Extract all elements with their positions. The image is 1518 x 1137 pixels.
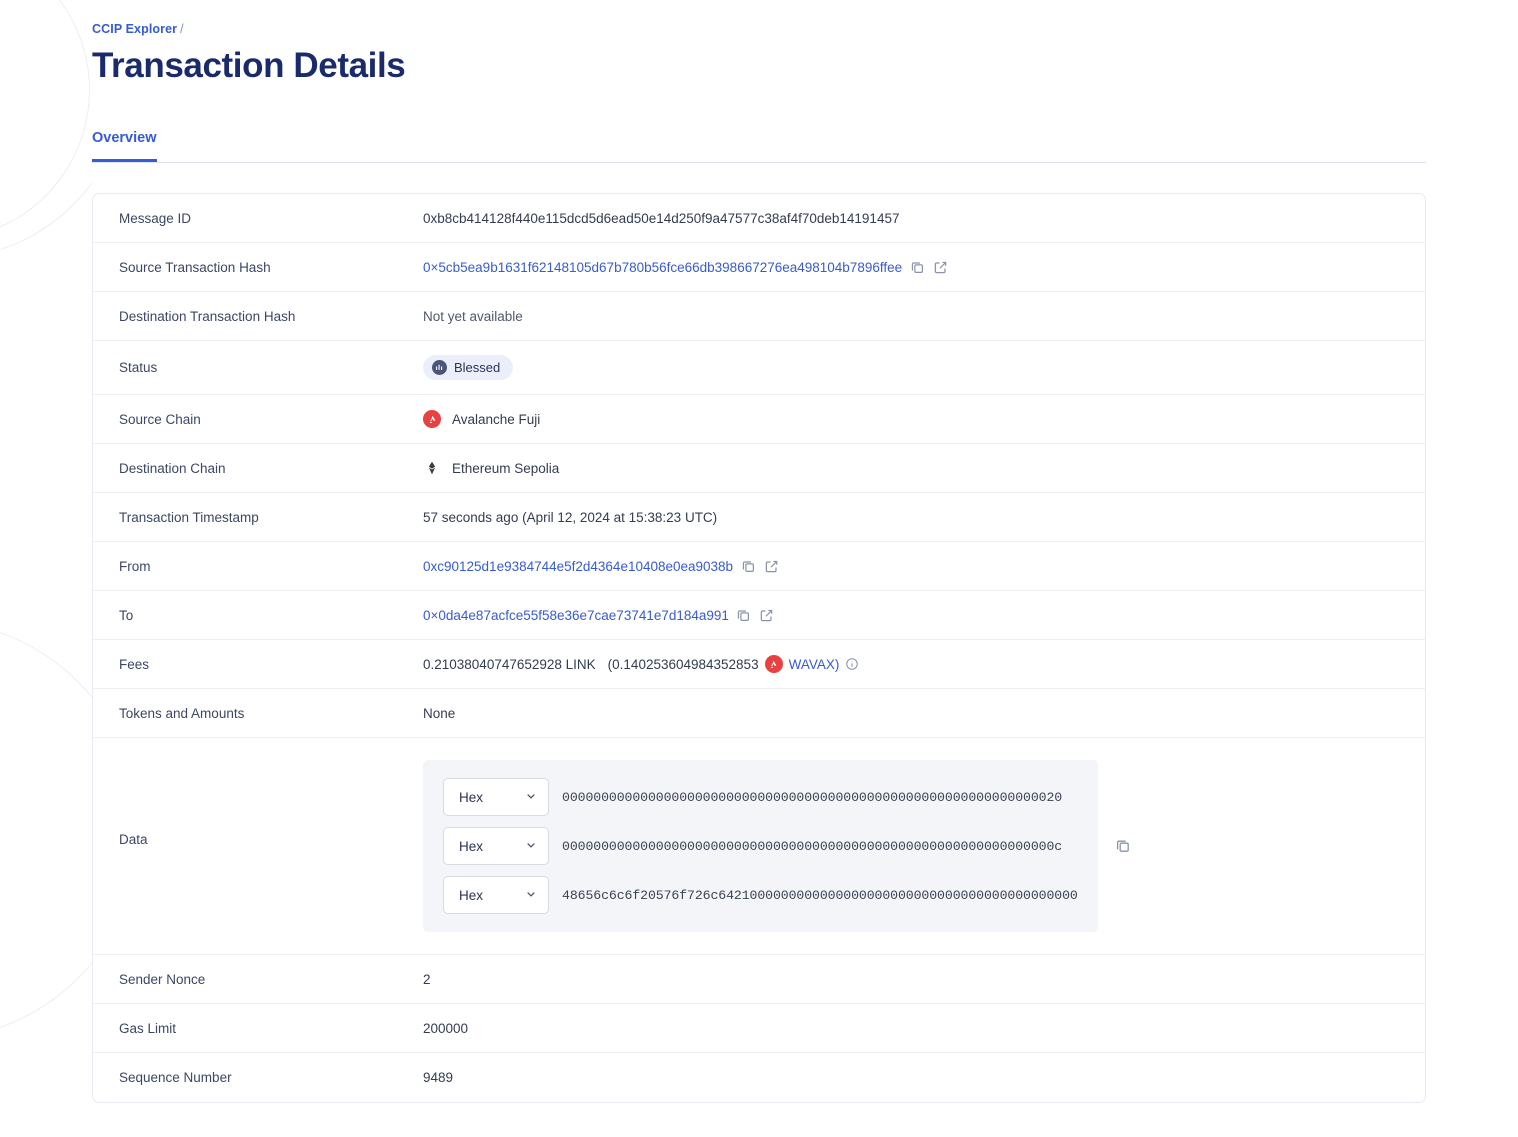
data-format-select[interactable] (443, 778, 549, 816)
info-icon[interactable] (845, 657, 859, 671)
sender-nonce-value: 2 (423, 971, 431, 987)
source-tx-hash-label: Source Transaction Hash (119, 259, 271, 275)
row-message-id (93, 194, 1425, 243)
timestamp-value: 57 seconds ago (April 12, 2024 at 15:38:23 UTC) (423, 509, 718, 525)
source-chain-value: Avalanche Fuji (452, 411, 541, 427)
row-sender-nonce (93, 955, 1425, 1004)
message-id-value: 0xb8cb414128f440e115dcd5d6ead50e14d250f9a47577c38af4f70deb14191457 (423, 210, 900, 226)
data-format-value: Hex (459, 838, 484, 854)
data-hex-value: 000000000000000000000000000000000000000000000000000000000000000c (562, 838, 1063, 854)
row-data (93, 738, 1425, 955)
data-format-select[interactable] (443, 876, 549, 914)
destination-tx-hash-label: Destination Transaction Hash (119, 308, 296, 324)
row-status (93, 341, 1425, 395)
copy-icon[interactable] (736, 607, 752, 623)
fees-token-link[interactable]: WAVAX) (788, 656, 840, 672)
row-from (93, 542, 1425, 591)
row-source-tx-hash (93, 243, 1425, 292)
destination-tx-hash-value: Not yet available (423, 308, 523, 324)
chevron-down-icon (524, 838, 538, 855)
data-hex-value: 48656c6c6f20576f726c6421000000000000000000000000000000000000000000 (562, 887, 1078, 903)
row-source-chain (93, 395, 1425, 444)
fees-primary-value: 0.21038040747652928 LINK (423, 656, 596, 672)
tokens-and-amounts-label: Tokens and Amounts (119, 705, 245, 721)
row-to (93, 591, 1425, 640)
avalanche-icon (765, 655, 783, 673)
external-link-icon[interactable] (759, 607, 775, 623)
destination-chain-label: Destination Chain (119, 460, 226, 476)
timestamp-label: Transaction Timestamp (119, 509, 259, 525)
gas-limit-label: Gas Limit (119, 1020, 177, 1036)
row-sequence-number (93, 1053, 1425, 1102)
data-label: Data (119, 831, 148, 847)
breadcrumb[interactable] (92, 22, 1426, 36)
tokens-and-amounts-value: None (423, 705, 456, 721)
status-badge-label: Blessed (454, 360, 501, 375)
row-tokens-and-amounts (93, 689, 1425, 738)
fees-secondary-value: (0.140253604984352853 (607, 656, 759, 672)
row-fees (93, 640, 1425, 689)
external-link-icon[interactable] (763, 558, 779, 574)
from-address-link[interactable]: 0xc90125d1e9384744e5f2d4364e10408e0ea9038b (423, 558, 734, 574)
chevron-down-icon (524, 789, 538, 806)
to-address-link[interactable]: 0×0da4e87acfce55f58e36e7cae73741e7d184a991 (423, 607, 729, 623)
row-destination-chain (93, 444, 1425, 493)
data-format-value: Hex (459, 887, 484, 903)
row-gas-limit (93, 1004, 1425, 1053)
status-badge (423, 355, 513, 380)
tab-bar (92, 130, 1426, 163)
copy-icon[interactable] (1115, 838, 1131, 854)
sender-nonce-label: Sender Nonce (119, 971, 206, 987)
to-label: To (119, 607, 134, 623)
details-table (92, 193, 1426, 1103)
blessed-icon (432, 360, 447, 375)
fees-label: Fees (119, 656, 150, 672)
copy-icon[interactable] (740, 558, 756, 574)
source-chain-label: Source Chain (119, 411, 201, 427)
tab-overview[interactable]: Overview (92, 130, 157, 162)
chevron-down-icon (524, 887, 538, 904)
external-link-icon[interactable] (932, 259, 948, 275)
copy-icon[interactable] (909, 259, 925, 275)
data-panel (423, 760, 1098, 932)
row-destination-tx-hash (93, 292, 1425, 341)
status-label: Status (119, 360, 158, 375)
breadcrumb-root[interactable]: CCIP Explorer (92, 22, 178, 36)
sequence-number-value: 9489 (423, 1070, 454, 1085)
data-line (443, 778, 1078, 816)
data-line (443, 827, 1078, 865)
message-id-label: Message ID (119, 210, 192, 226)
page-title: Transaction Details (92, 46, 406, 85)
sequence-number-label: Sequence Number (119, 1070, 232, 1085)
avalanche-icon (423, 410, 441, 428)
from-label: From (119, 558, 151, 574)
breadcrumb-separator: / (180, 22, 184, 36)
ethereum-icon (423, 459, 441, 477)
data-format-select[interactable] (443, 827, 549, 865)
data-line (443, 876, 1078, 914)
source-tx-hash-link[interactable]: 0×5cb5ea9b1631f62148105d67b780b56fce66db398667276ea498104b7896ffee (423, 259, 903, 275)
row-timestamp (93, 493, 1425, 542)
data-format-value: Hex (459, 789, 484, 805)
gas-limit-value: 200000 (423, 1020, 469, 1036)
destination-chain-value: Ethereum Sepolia (452, 460, 560, 476)
data-hex-value: 0000000000000000000000000000000000000000000000000000000000000020 (562, 789, 1063, 805)
